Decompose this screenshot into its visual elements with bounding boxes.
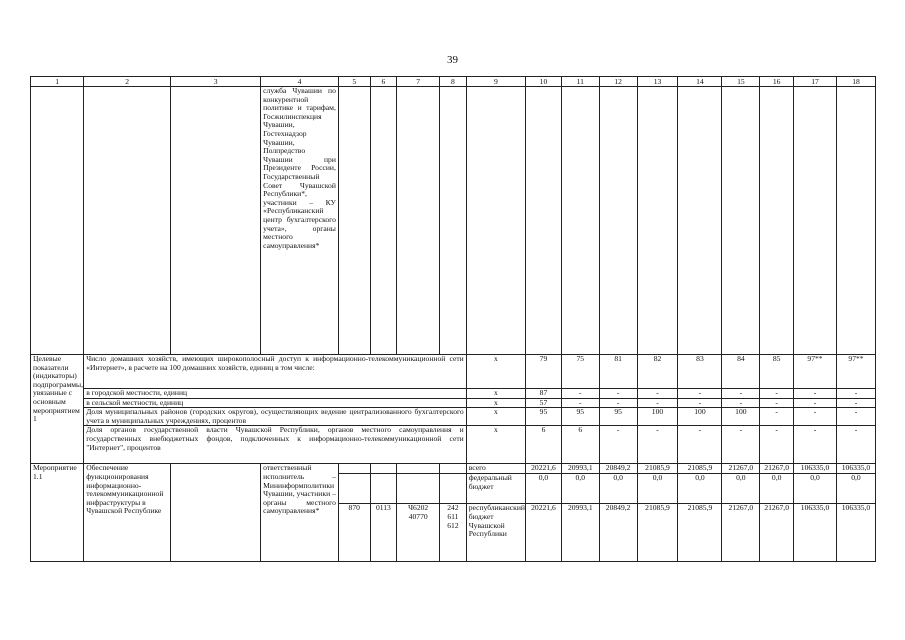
indicator-value: 95: [599, 408, 637, 426]
program-table: [30, 76, 876, 562]
funding-value: 20849,2: [599, 464, 637, 474]
indicator-text: Доля муниципальных районов (городских округов), осуществляющих ведение централизованного бухгалтерского учета в муниципальных учреждениях, процентов: [84, 408, 467, 426]
indicator-unit: x: [466, 398, 525, 408]
indicator-value: 83: [678, 355, 722, 389]
indicator-value: 57: [526, 398, 562, 408]
indicator-value: 100: [722, 408, 760, 426]
indicator-value: 95: [526, 408, 562, 426]
funding-value: 21085,9: [637, 504, 678, 562]
indicator-value: -: [794, 389, 837, 399]
header-cell: 18: [836, 77, 875, 87]
budget-code: 870: [338, 504, 370, 562]
funding-value: 21085,9: [678, 504, 722, 562]
indicator-value: -: [599, 398, 637, 408]
indicator-value: -: [794, 408, 837, 426]
indicator-row: [31, 426, 876, 464]
funding-value: 20993,1: [561, 464, 599, 474]
header-cell: 5: [338, 77, 370, 87]
indicator-row: [31, 398, 876, 408]
indicator-value: -: [678, 398, 722, 408]
funding-value: 0,0: [794, 474, 837, 504]
funding-value: 21085,9: [678, 464, 722, 474]
header-cell: 12: [599, 77, 637, 87]
indicator-value: -: [760, 408, 794, 426]
targets-label: Целевые показатели (индикаторы) подпрограммы, увязанные с основным мероприятием 1: [31, 355, 84, 464]
funding-source: всего: [466, 464, 525, 474]
funding-value: 0,0: [760, 474, 794, 504]
budget-code: Ч6202 40770: [397, 504, 440, 562]
indicator-value: -: [561, 398, 599, 408]
indicator-value: -: [836, 426, 875, 464]
funding-value: 0,0: [599, 474, 637, 504]
indicator-value: -: [678, 389, 722, 399]
indicator-value: -: [794, 398, 837, 408]
budget-code: 242 611 612: [440, 504, 467, 562]
indicator-value: 85: [760, 355, 794, 389]
indicator-value: -: [637, 389, 678, 399]
header-cell: 4: [261, 77, 339, 87]
funding-value: 21267,0: [760, 464, 794, 474]
indicator-text: Число домашних хозяйств, имеющих широкополосный доступ к информационно-телекоммуникационной сети «Интернет», в расчете на 100 домашних хозяйств, единиц в том числе:: [84, 355, 467, 389]
indicator-unit: x: [466, 408, 525, 426]
indicator-value: -: [722, 426, 760, 464]
header-cell: 7: [397, 77, 440, 87]
funding-value: 106335,0: [794, 464, 837, 474]
funding-value: 20849,2: [599, 504, 637, 562]
funding-value: 106335,0: [794, 504, 837, 562]
funding-value: 0,0: [561, 474, 599, 504]
measure-executor: ответственный исполнитель – Мининформполитики Чувашии, участники – органы местного самоуправления*: [261, 464, 339, 562]
header-cell: 1: [31, 77, 84, 87]
indicator-value: -: [637, 426, 678, 464]
indicator-value: 84: [722, 355, 760, 389]
header-cell: 14: [678, 77, 722, 87]
header-cell: 6: [370, 77, 397, 87]
funding-value: 21085,9: [637, 464, 678, 474]
indicator-value: -: [722, 389, 760, 399]
funding-value: 106335,0: [836, 504, 875, 562]
measure-name: Обеспечение функционирования информационно-телекоммуникационной инфраструктуры в Чувашской Республике: [84, 464, 171, 562]
header-cell: 3: [171, 77, 261, 87]
indicator-row: [31, 389, 876, 399]
indicator-text: в сельской местности, единиц: [84, 398, 467, 408]
indicator-value: -: [794, 426, 837, 464]
funding-value: 20221,6: [526, 504, 562, 562]
funding-value: 20993,1: [561, 504, 599, 562]
indicator-value: -: [599, 389, 637, 399]
indicator-value: 79: [526, 355, 562, 389]
indicator-value: -: [722, 398, 760, 408]
header-cell: 8: [440, 77, 467, 87]
indicator-value: 97**: [794, 355, 837, 389]
funding-value: 0,0: [526, 474, 562, 504]
indicator-text: Доля органов государственной власти Чувашской Республики, органов местного самоуправления и государственных внебюджетных фондов, подключенных к информационно-телекоммуникационной сети "Интернет", процентов: [84, 426, 467, 464]
header-cell: 9: [466, 77, 525, 87]
measure-label: Мероприятие 1.1: [31, 464, 84, 562]
funding-source: республиканский бюджет Чувашской Республики: [466, 504, 525, 562]
funding-row: [31, 464, 876, 474]
indicator-value: -: [760, 389, 794, 399]
column-number-row: [31, 77, 876, 87]
header-cell: 11: [561, 77, 599, 87]
indicator-value: 100: [637, 408, 678, 426]
header-cell: 15: [722, 77, 760, 87]
indicator-value: -: [760, 426, 794, 464]
budget-code: 0113: [370, 504, 397, 562]
indicator-value: 6: [561, 426, 599, 464]
funding-value: 21267,0: [722, 464, 760, 474]
indicator-value: 87: [526, 389, 562, 399]
indicator-value: 75: [561, 355, 599, 389]
indicator-value: -: [836, 398, 875, 408]
indicator-unit: x: [466, 426, 525, 464]
funding-value: 0,0: [637, 474, 678, 504]
indicator-row: [31, 355, 876, 389]
continuation-executors: служба Чувашии по конкурентной политике и тарифам, Госжилинспекция Чувашии, Гостехнадзор Чувашии, Полпредство Чувашии при Президенте России, Государственный Совет Чувашской Республики*, участники – КУ «Республиканский центр бухгалтерского учета», органы местного самоуправления*: [261, 87, 339, 355]
indicator-value: -: [836, 389, 875, 399]
funding-value: 0,0: [678, 474, 722, 504]
indicator-value: -: [836, 408, 875, 426]
indicator-unit: x: [466, 389, 525, 399]
header-cell: 13: [637, 77, 678, 87]
funding-value: 106335,0: [836, 464, 875, 474]
funding-value: 20221,6: [526, 464, 562, 474]
indicator-value: -: [561, 389, 599, 399]
header-cell: 10: [526, 77, 562, 87]
funding-value: 0,0: [836, 474, 875, 504]
page-number: 39: [447, 54, 458, 66]
funding-value: 21267,0: [760, 504, 794, 562]
indicator-value: 100: [678, 408, 722, 426]
funding-source: федеральный бюджет: [466, 474, 525, 504]
indicator-value: 6: [526, 426, 562, 464]
indicator-value: 95: [561, 408, 599, 426]
indicator-value: 81: [599, 355, 637, 389]
indicator-value: 97**: [836, 355, 875, 389]
indicator-value: -: [599, 426, 637, 464]
indicator-row: [31, 408, 876, 426]
indicator-value: -: [678, 426, 722, 464]
header-cell: 2: [84, 77, 171, 87]
indicator-value: -: [760, 398, 794, 408]
continuation-row: [31, 87, 876, 355]
header-cell: 17: [794, 77, 837, 87]
funding-value: 0,0: [722, 474, 760, 504]
indicator-unit: x: [466, 355, 525, 389]
funding-value: 21267,0: [722, 504, 760, 562]
indicator-value: -: [637, 398, 678, 408]
indicator-text: в городской местности, единиц: [84, 389, 467, 399]
header-cell: 16: [760, 77, 794, 87]
indicator-value: 82: [637, 355, 678, 389]
